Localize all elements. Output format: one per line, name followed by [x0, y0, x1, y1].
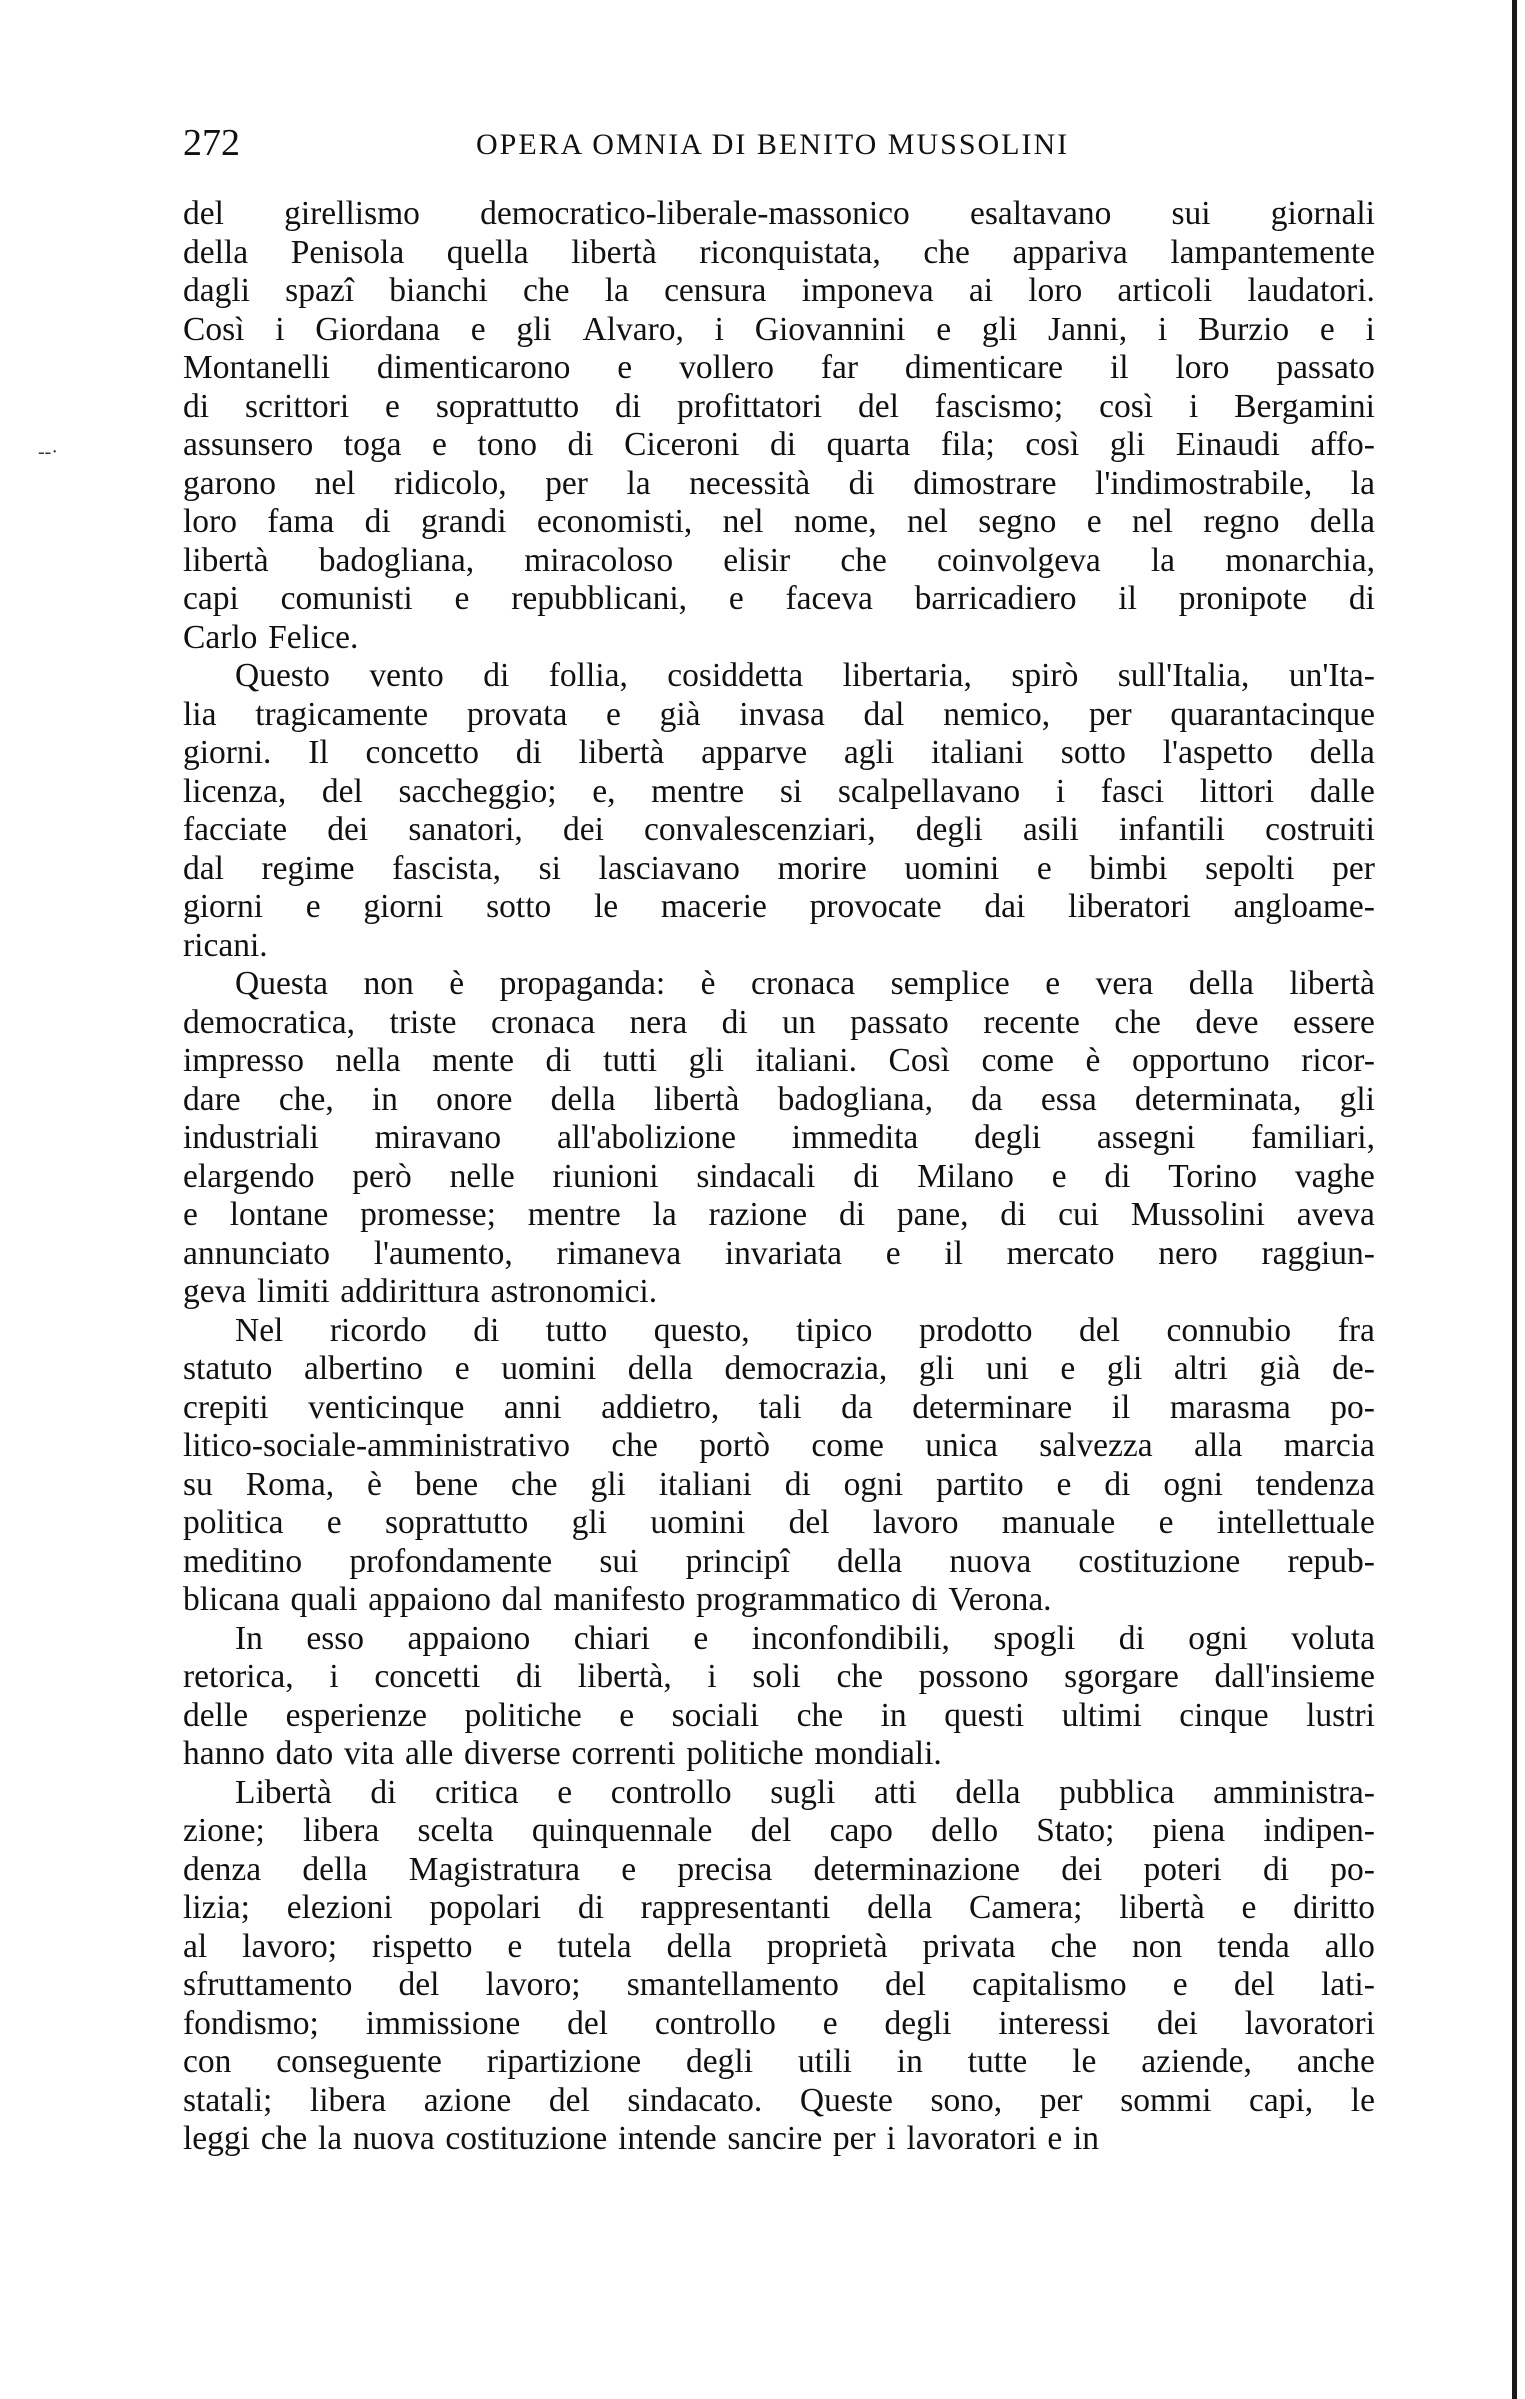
- page-edge-line: [1512, 0, 1517, 2399]
- text-line: Carlo Felice.: [183, 618, 359, 656]
- text-line: In esso appaiono chiari e inconfondibili, spogli di ogni voluta: [235, 1619, 1375, 1657]
- paragraph: [183, 657, 1375, 965]
- text-line: hanno dato vita alle diverse correnti politiche mondiali.: [183, 1735, 942, 1772]
- text-line: del girellismo democratico-liberale-massonico esaltavano sui giornali: [183, 195, 1375, 232]
- text-line: facciate dei sanatori, dei convalescenziari, degli asili infantili costruiti: [183, 811, 1375, 848]
- paragraph: [183, 195, 1375, 657]
- text-line: e lontane promesse; mentre la razione di pane, di cui Mussolini aveva: [183, 1196, 1375, 1233]
- text-line: ricani.: [183, 926, 268, 964]
- paragraph: [183, 965, 1375, 1312]
- text-line: di scrittori e soprattutto di profittatori del fascismo; così i Bergamini: [183, 387, 1375, 425]
- text-line: elargendo però nelle riunioni sindacali di Milano e di Torino vaghe: [183, 1157, 1375, 1195]
- page-header: [183, 118, 1383, 168]
- text-line: leggi che la nuova costituzione intende sancire per i lavoratori e in: [183, 2120, 1100, 2157]
- text-line: Montanelli dimenticarono e vollero far dimenticare il loro passato: [183, 349, 1375, 386]
- text-line: democratica, triste cronaca nera di un passato recente che deve essere: [183, 1003, 1375, 1041]
- body-text: [183, 195, 1375, 2159]
- text-line: litico-sociale-amministrativo che portò come unica salvezza alla marcia: [183, 1427, 1375, 1464]
- text-line: Questo vento di follia, cosiddetta libertaria, spirò sull'Italia, un'Ita-: [235, 657, 1375, 694]
- text-line: lia tragicamente provata e già invasa dal nemico, per quarantacinque: [183, 695, 1375, 733]
- text-line: assunsero toga e tono di Ciceroni di quarta fila; così gli Einaudi affo-: [183, 426, 1375, 463]
- paragraph: [183, 1620, 1375, 1774]
- text-line: industriali miravano all'abolizione immedita degli assegni familiari,: [183, 1119, 1375, 1156]
- text-line: crepiti venticinque anni addietro, tali da determinare il marasma po-: [183, 1388, 1375, 1426]
- text-line: delle esperienze politiche e sociali che in questi ultimi cinque lustri: [183, 1696, 1375, 1734]
- text-line: dagli spazî bianchi che la censura imponeva ai loro articoli laudatori.: [183, 272, 1375, 309]
- text-line: capi comunisti e repubblicani, e faceva barricadiero il pronipote di: [183, 580, 1375, 617]
- text-line: dare che, in onore della libertà badogliana, da essa determinata, gli: [183, 1080, 1375, 1118]
- text-line: libertà badogliana, miracoloso elisir che coinvolgeva la monarchia,: [183, 541, 1375, 579]
- text-line: Così i Giordana e gli Alvaro, i Giovannini e gli Janni, i Burzio e i: [183, 310, 1375, 348]
- text-line: statuto albertino e uomini della democrazia, gli uni e gli altri già de-: [183, 1350, 1375, 1387]
- text-line: garono nel ridicolo, per la necessità di dimostrare l'indimostrabile, la: [183, 464, 1375, 502]
- running-head: OPERA OMNIA DI BENITO MUSSOLINI: [476, 128, 1070, 161]
- text-line: sfruttamento del lavoro; smantellamento del capitalismo e del lati-: [183, 1966, 1375, 2003]
- text-line: Questa non è propaganda: è cronaca semplice e vera della libertà: [235, 965, 1375, 1002]
- text-line: giorni e giorni sotto le macerie provocate dai liberatori angloame-: [183, 888, 1375, 925]
- text-line: licenza, del saccheggio; e, mentre si scalpellavano i fasci littori dalle: [183, 772, 1375, 810]
- text-line: fondismo; immissione del controllo e degli interessi dei lavoratori: [183, 2004, 1375, 2042]
- text-line: giorni. Il concetto di libertà apparve agli italiani sotto l'aspetto della: [183, 734, 1375, 771]
- text-line: su Roma, è bene che gli italiani di ogni partito e di ogni tendenza: [183, 1465, 1375, 1503]
- margin-mark: --·: [38, 441, 58, 463]
- paragraph: [183, 1774, 1375, 2159]
- text-line: Nel ricordo di tutto questo, tipico prodotto del connubio fra: [235, 1311, 1375, 1349]
- text-line: denza della Magistratura e precisa determinazione dei poteri di po-: [183, 1850, 1375, 1888]
- text-line: della Penisola quella libertà riconquistata, che appariva lampantemente: [183, 233, 1375, 271]
- text-line: dal regime fascista, si lasciavano morire uomini e bimbi sepolti per: [183, 849, 1375, 887]
- text-line: blicana quali appaiono dal manifesto programmatico di Verona.: [183, 1581, 1052, 1618]
- text-line: loro fama di grandi economisti, nel nome, nel segno e nel regno della: [183, 503, 1375, 540]
- paragraph: [183, 1312, 1375, 1620]
- text-line: geva limiti addirittura astronomici.: [183, 1273, 658, 1310]
- text-line: con conseguente ripartizione degli utili in tutte le aziende, anche: [183, 2043, 1375, 2080]
- text-line: impresso nella mente di tutti gli italiani. Così come è opportuno ricor-: [183, 1042, 1375, 1079]
- text-line: Libertà di critica e controllo sugli atti della pubblica amministra-: [235, 1773, 1375, 1811]
- text-line: annunciato l'aumento, rimaneva invariata e il mercato nero raggiun-: [183, 1234, 1375, 1272]
- page-number: 272: [183, 122, 240, 164]
- text-line: retorica, i concetti di libertà, i soli che possono sgorgare dall'insieme: [183, 1658, 1375, 1695]
- text-line: meditino profondamente sui principî della nuova costituzione repub-: [183, 1542, 1375, 1580]
- text-line: statali; libera azione del sindacato. Queste sono, per sommi capi, le: [183, 2081, 1375, 2119]
- text-line: zione; libera scelta quinquennale del capo dello Stato; piena indipen-: [183, 1812, 1375, 1849]
- text-line: lizia; elezioni popolari di rappresentanti della Camera; libertà e diritto: [183, 1889, 1375, 1926]
- text-line: politica e soprattutto gli uomini del lavoro manuale e intellettuale: [183, 1504, 1375, 1541]
- text-line: al lavoro; rispetto e tutela della proprietà privata che non tenda allo: [183, 1927, 1375, 1965]
